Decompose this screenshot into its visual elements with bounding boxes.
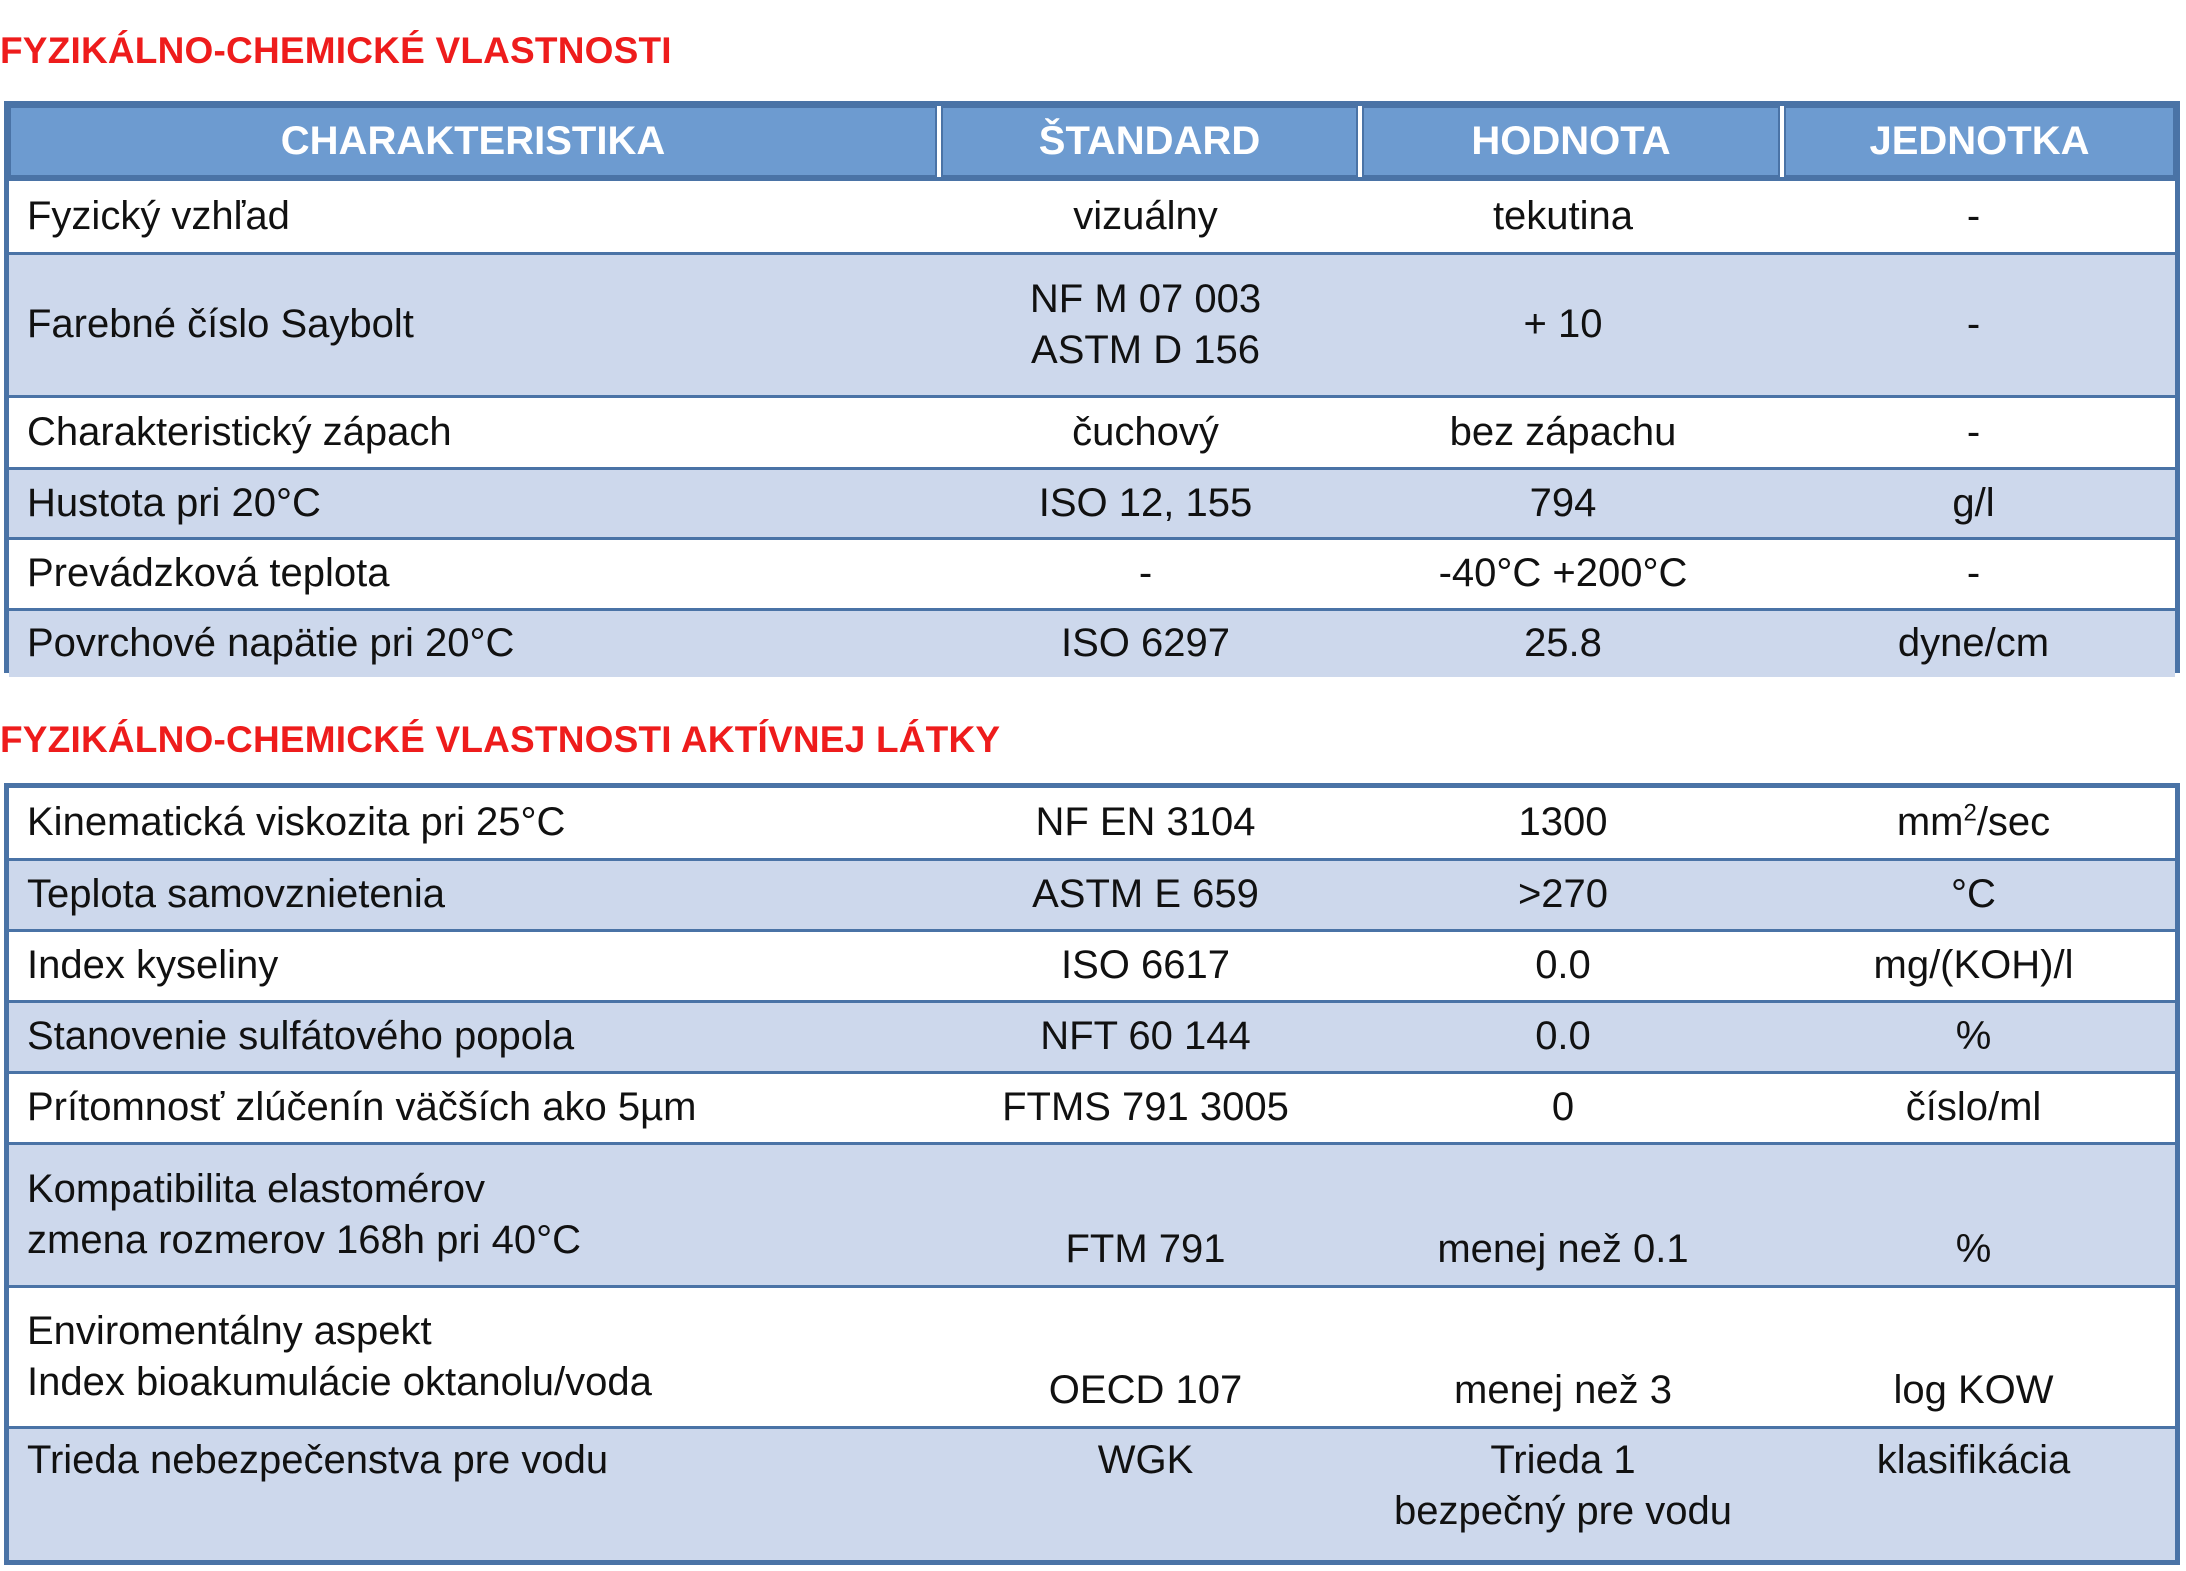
table-row xyxy=(9,1071,2175,1142)
header-value: HODNOTA xyxy=(1362,106,1780,177)
cell-value: bez zápachu xyxy=(1449,409,1677,454)
cell-value: -40°C +200°C xyxy=(1438,551,1688,596)
cell-standard: ASTM E 659 xyxy=(1032,872,1259,917)
table-row xyxy=(9,467,2175,537)
cell-value: + 10 xyxy=(1523,302,1603,347)
cell-unit: g/l xyxy=(1952,480,1995,525)
cell-value: 0.0 xyxy=(1535,1014,1591,1059)
cell-standard: NF M 07 003 ASTM D 156 xyxy=(1029,276,1262,372)
table-row xyxy=(9,537,2175,608)
cell-characteristic: Teplota samovznietenia xyxy=(27,872,446,917)
cell-characteristic: Kinematická viskozita pri 25°C xyxy=(27,800,566,845)
cell-unit: log KOW xyxy=(1893,1367,2054,1412)
cell-characteristic: Index kyseliny xyxy=(27,943,279,988)
cell-standard: ISO 6297 xyxy=(1060,621,1230,666)
cell-characteristic: Trieda nebezpečenstva pre vodu xyxy=(27,1438,609,1482)
table-row xyxy=(9,1426,2175,1560)
cell-value: >270 xyxy=(1517,872,1609,917)
cell-characteristic: Enviromentálny aspekt Index bioakumulácie oktanolu/voda xyxy=(27,1308,652,1404)
cell-characteristic: Stanovenie sulfátového popola xyxy=(27,1014,575,1059)
header-unit: JEDNOTKA xyxy=(1784,106,2175,177)
section-title-physchem: FYZIKÁLNO-CHEMICKÉ VLASTNOSTI xyxy=(0,30,672,71)
cell-value: menej než 3 xyxy=(1454,1367,1672,1412)
cell-unit: % xyxy=(1955,1014,1992,1059)
cell-standard: - xyxy=(1138,551,1153,596)
cell-standard: NFT 60 144 xyxy=(1040,1014,1251,1059)
cell-characteristic: Prítomnosť zlúčenín väčších ako 5µm xyxy=(27,1085,697,1130)
cell-standard: ISO 12, 155 xyxy=(1038,480,1253,525)
cell-unit: - xyxy=(1966,193,1981,238)
section-title-active-substance: FYZIKÁLNO-CHEMICKÉ VLASTNOSTI AKTÍVNEJ LÁTKY xyxy=(0,719,1001,760)
active-substance-table xyxy=(4,783,2180,1565)
cell-characteristic: Povrchové napätie pri 20°C xyxy=(27,621,515,666)
table-row xyxy=(9,608,2175,677)
cell-standard: WGK xyxy=(1097,1438,1194,1482)
table-row xyxy=(9,858,2175,929)
cell-characteristic: Fyzický vzhľad xyxy=(27,193,290,238)
header-characteristic: CHARAKTERISTIKA xyxy=(9,106,937,177)
cell-value: menej než 0.1 xyxy=(1437,1226,1689,1271)
cell-characteristic: Kompatibilita elastomérov zmena rozmerov 168h pri 40°C xyxy=(27,1166,582,1262)
cell-unit: - xyxy=(1966,409,1981,454)
cell-value: Trieda 1 bezpečný pre vodu xyxy=(1393,1438,1732,1534)
cell-value: 0 xyxy=(1551,1085,1575,1130)
cell-characteristic: Prevádzková teplota xyxy=(27,551,390,596)
cell-value: 794 xyxy=(1529,480,1597,525)
table-row xyxy=(9,929,2175,1000)
cell-unit: °C xyxy=(1951,872,1996,917)
table-row xyxy=(9,1142,2175,1285)
cell-unit: - xyxy=(1966,551,1981,596)
cell-standard: vizuálny xyxy=(1073,193,1218,238)
cell-unit: klasifikácia xyxy=(1876,1438,2071,1482)
cell-unit: $mm^2/\sec$ xyxy=(1896,800,2051,845)
physchem-table xyxy=(4,101,2180,673)
cell-characteristic: Charakteristický zápach xyxy=(27,409,452,454)
cell-unit: % xyxy=(1955,1226,1992,1271)
cell-standard: ISO 6617 xyxy=(1060,943,1230,988)
table-row xyxy=(9,788,2175,858)
cell-value: tekutina xyxy=(1492,193,1634,238)
cell-unit: dyne/cm xyxy=(1897,621,2050,666)
cell-characteristic: Hustota pri 20°C xyxy=(27,480,321,525)
cell-standard: FTMS 791 3005 xyxy=(1002,1085,1289,1130)
cell-value: 0.0 xyxy=(1535,943,1591,988)
table-row xyxy=(9,1285,2175,1426)
header-standard: ŠTANDARD xyxy=(941,106,1358,177)
table-row xyxy=(9,252,2175,395)
cell-value: 1300 xyxy=(1518,800,1608,845)
table-row xyxy=(9,181,2175,252)
cell-standard: FTM 791 xyxy=(1065,1226,1226,1271)
cell-unit: - xyxy=(1966,302,1981,347)
cell-characteristic: Farebné číslo Saybolt xyxy=(27,302,414,347)
cell-standard: NF EN 3104 xyxy=(1035,800,1256,845)
cell-unit: číslo/ml xyxy=(1905,1085,2042,1130)
cell-standard: čuchový xyxy=(1072,409,1219,454)
cell-standard: OECD 107 xyxy=(1048,1367,1243,1412)
cell-unit: mg/(KOH)/l xyxy=(1873,943,2074,988)
table-header xyxy=(9,106,2175,181)
table-row xyxy=(9,1000,2175,1071)
cell-value: 25.8 xyxy=(1524,621,1602,666)
table-row xyxy=(9,395,2175,467)
